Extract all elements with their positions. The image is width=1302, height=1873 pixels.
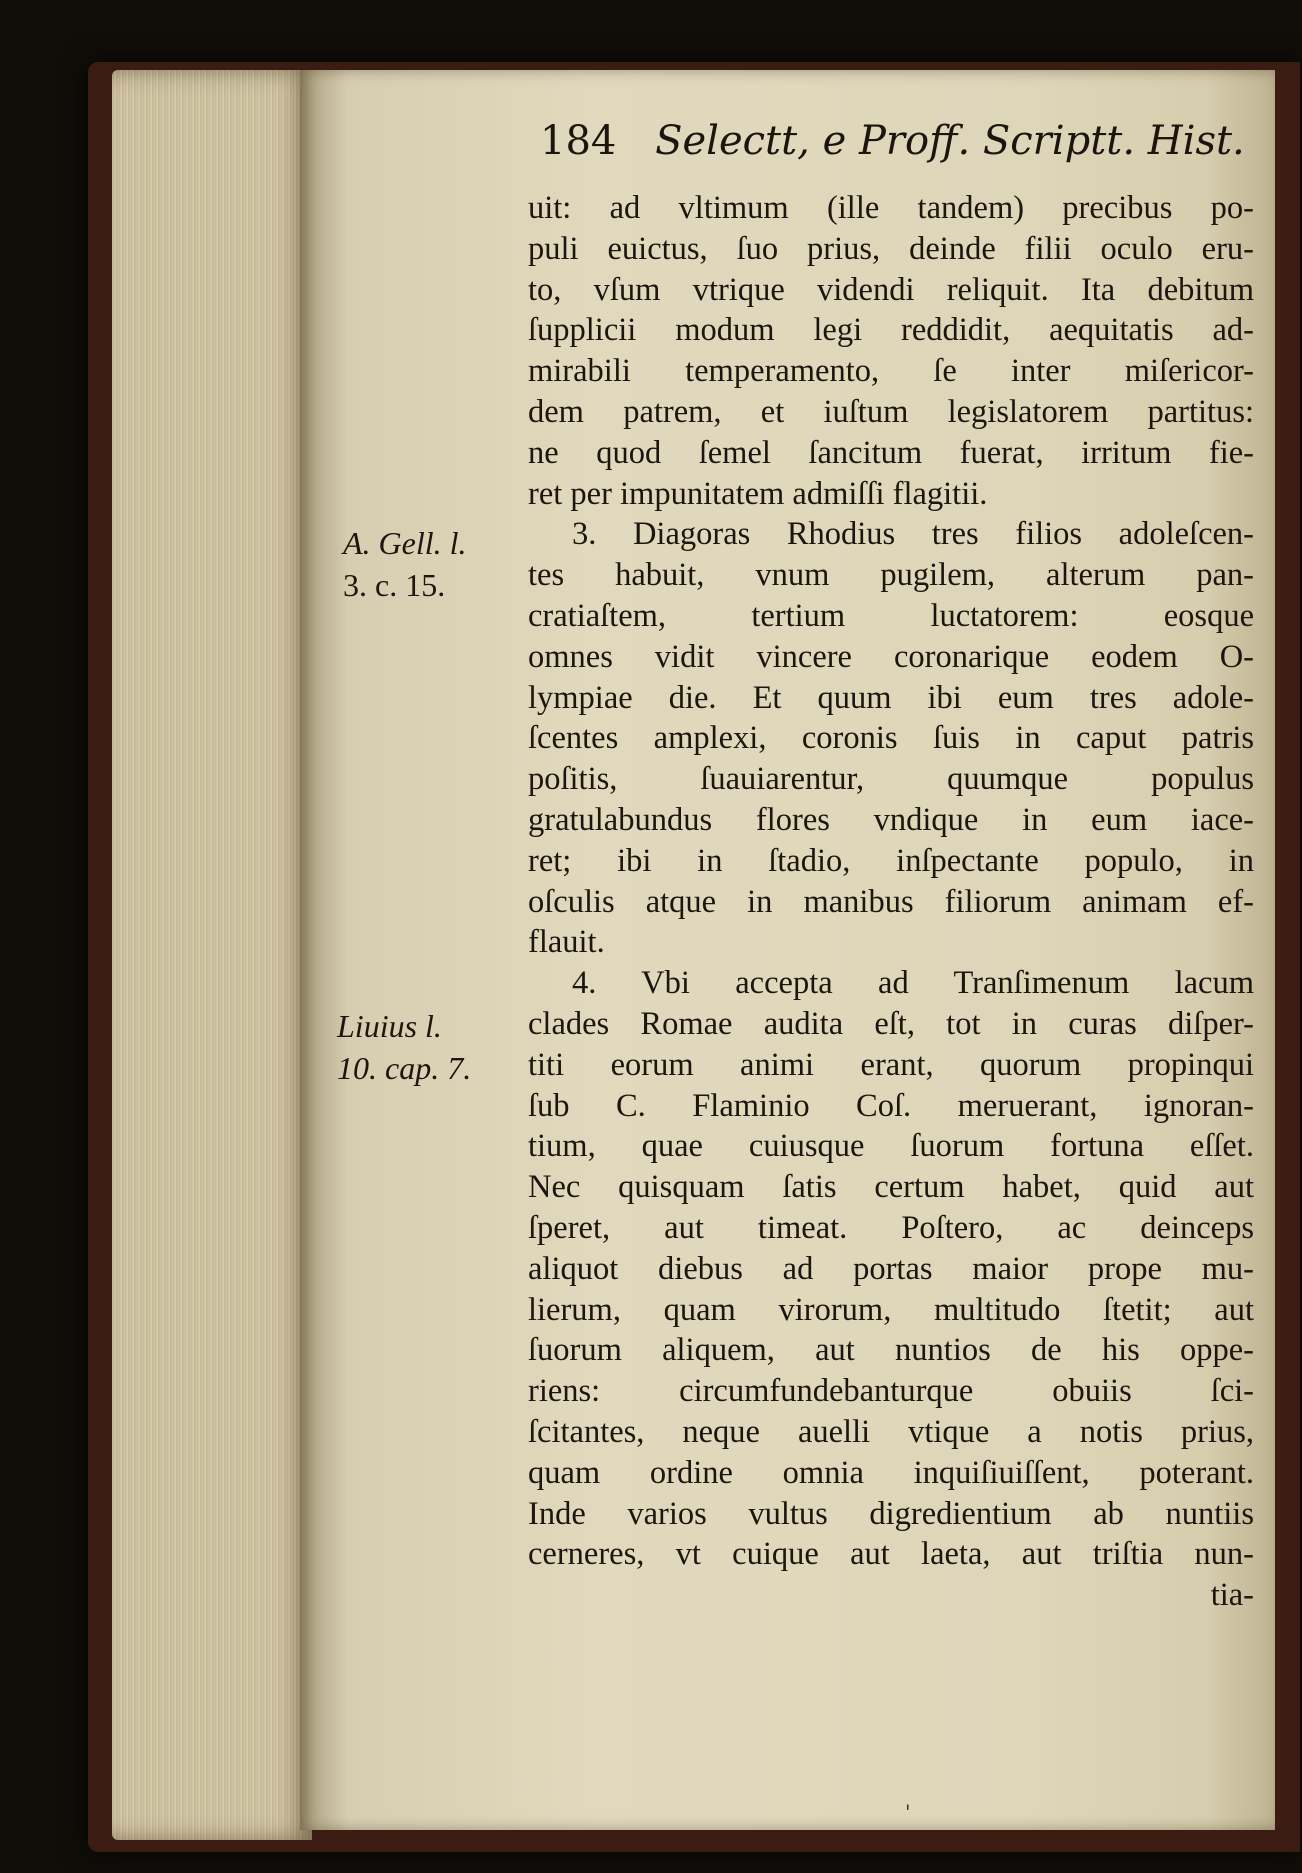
text-line: poſitis, ſuauiarentur, quumque populus xyxy=(528,761,1254,798)
text-line: uit: ad vltimum (ille tandem) precibus po- xyxy=(528,190,1254,226)
text-line: flauit. xyxy=(528,924,605,961)
page-number: 184 xyxy=(540,118,617,164)
text-line: titi eorum animi erant, quorum propinqui xyxy=(528,1046,1254,1083)
text-line: omnes vidit vincere coronarique eodem O- xyxy=(528,638,1254,675)
text-line: riens: circumfundebanturque obuiis ſci- xyxy=(528,1373,1254,1410)
margin-note-livius xyxy=(337,1005,471,1089)
text-line: cratiaſtem, tertium luctatorem: eosque xyxy=(528,597,1254,634)
paragraph-start-line: 3. Diagoras Rhodius tres filios adoleſcen- xyxy=(572,516,1254,553)
page-edges xyxy=(112,70,312,1840)
text-line: dem patrem, et iuſtum legislatorem partitus: xyxy=(528,393,1254,430)
page-header xyxy=(540,118,1245,178)
margin-note-line: Liuius l. xyxy=(337,1008,442,1044)
text-line: Nec quisquam ſatis certum habet, quid aut xyxy=(528,1169,1254,1206)
signature-mark: ' xyxy=(905,1800,911,1824)
body-text xyxy=(528,188,1254,1616)
text-line: ret per impunitatem admiſſi flagitii. xyxy=(528,475,988,512)
catchword: tia- xyxy=(1210,1577,1254,1614)
text-line: gratulabundus flores vndique in eum iace- xyxy=(528,801,1254,838)
text-line: tes habuit, vnum pugilem, alterum pan- xyxy=(528,557,1254,594)
text-line: ſupplicii modum legi reddidit, aequitatis ad- xyxy=(528,312,1254,349)
text-line: ſub C. Flaminio Coſ. meruerant, ignoran- xyxy=(528,1087,1254,1124)
text-line: ret; ibi in ſtadio, inſpectante populo, in xyxy=(528,842,1254,879)
margin-note-line: 10. cap. 7. xyxy=(337,1050,472,1086)
text-line: oſculis atque in manibus filiorum animam ef- xyxy=(528,883,1254,920)
text-line: puli euictus, ſuo prius, deinde filii oculo eru- xyxy=(528,230,1254,267)
margin-note-line: 3. c. 15. xyxy=(343,567,446,603)
text-line: to, vſum vtrique videndi reliquit. Ita debitum xyxy=(528,271,1254,308)
text-line: ſuorum aliquem, aut nuntios de his oppe- xyxy=(528,1332,1254,1369)
margin-note-line: A. Gell. l. xyxy=(343,525,467,561)
paragraph-start-line: 4. Vbi accepta ad Tranſimenum lacum xyxy=(572,965,1254,1002)
text-line: lierum, quam virorum, multitudo ſtetit; aut xyxy=(528,1291,1254,1328)
text-line: ſperet, aut timeat. Poſtero, ac deinceps xyxy=(528,1209,1254,1246)
running-title: Selectt, e Proff. Scriptt. Hist. xyxy=(655,118,1245,164)
text-line: cerneres, vt cuique aut laeta, aut triſtia nun- xyxy=(528,1536,1254,1573)
text-line: quam ordine omnia inquiſiuiſſent, poterant. xyxy=(528,1454,1254,1491)
text-line: mirabili temperamento, ſe inter miſericor- xyxy=(528,353,1254,390)
text-line: lympiae die. Et quum ibi eum tres adole- xyxy=(528,679,1254,716)
text-line: aliquot diebus ad portas maior prope mu- xyxy=(528,1250,1254,1287)
text-line: clades Romae audita eſt, tot in curas diſper- xyxy=(528,1005,1254,1042)
margin-note-gellius xyxy=(343,522,467,606)
text-line: Inde varios vultus digredientium ab nuntiis xyxy=(528,1495,1254,1532)
text-line: ne quod ſemel ſancitum fuerat, irritum fie- xyxy=(528,434,1254,471)
text-line: ſcentes amplexi, coronis ſuis in caput patris xyxy=(528,720,1254,757)
text-line: tium, quae cuiusque ſuorum fortuna eſſet. xyxy=(528,1128,1254,1165)
text-line: ſcitantes, neque auelli vtique a notis prius, xyxy=(528,1413,1254,1450)
